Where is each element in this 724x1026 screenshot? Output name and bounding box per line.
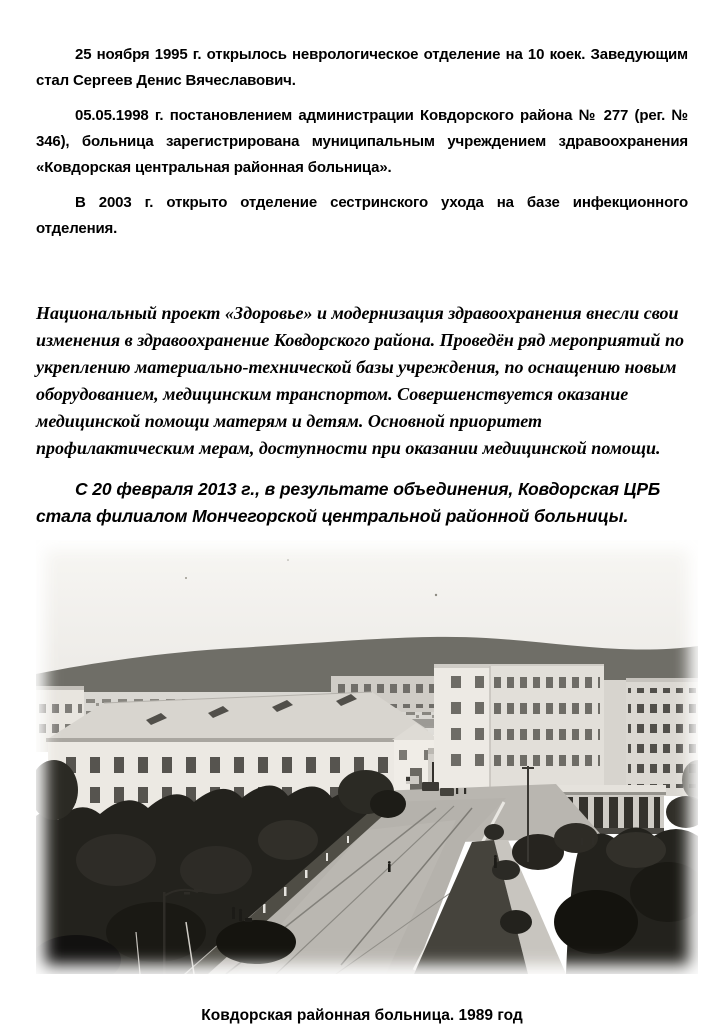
hospital-photo-drawing bbox=[36, 540, 698, 974]
paragraph-registration-1998: 05.05.1998 г. постановлением администрации Ковдорского района № 277 (рег. № 346), больница зарегистрирована муниципальным учреждением здравоохранения «Ковдорская центральная районная больница». bbox=[36, 107, 688, 176]
photo-main-building bbox=[434, 664, 626, 792]
photo-caption: Ковдорская районная больница. 1989 год bbox=[201, 1007, 523, 1024]
paragraph-national-project: Национальный проект «Здоровье» и модернизация здравоохранения внесли свои изменения в здравоохранение Ковдорского района. Проведён ряд мероприятий по укреплению материально-технической базы учреждения, по оснащению новым оборудованием, медицинским транспортом. Совершенствуется оказание медицинской помощи матерям и детям. Основной приоритет профилактическим мерам, доступности при оказании медицинской помощи. bbox=[36, 303, 684, 458]
paragraph-merger-2013: С 20 февраля 2013 г., в результате объединения, Ковдорская ЦРБ стала филиалом Мончегорской центральной районной больницы. bbox=[36, 479, 661, 526]
paragraph-nursing-2003: В 2003 г. открыто отделение сестринского ухода на базе инфекционного отделения. bbox=[36, 194, 688, 237]
hospital-photo bbox=[36, 540, 698, 974]
paragraph-neurology-department: 25 ноября 1995 г. открылось неврологическое отделение на 10 коек. Заведующим стал Сергеев Денис Вячеславович. bbox=[36, 46, 688, 89]
